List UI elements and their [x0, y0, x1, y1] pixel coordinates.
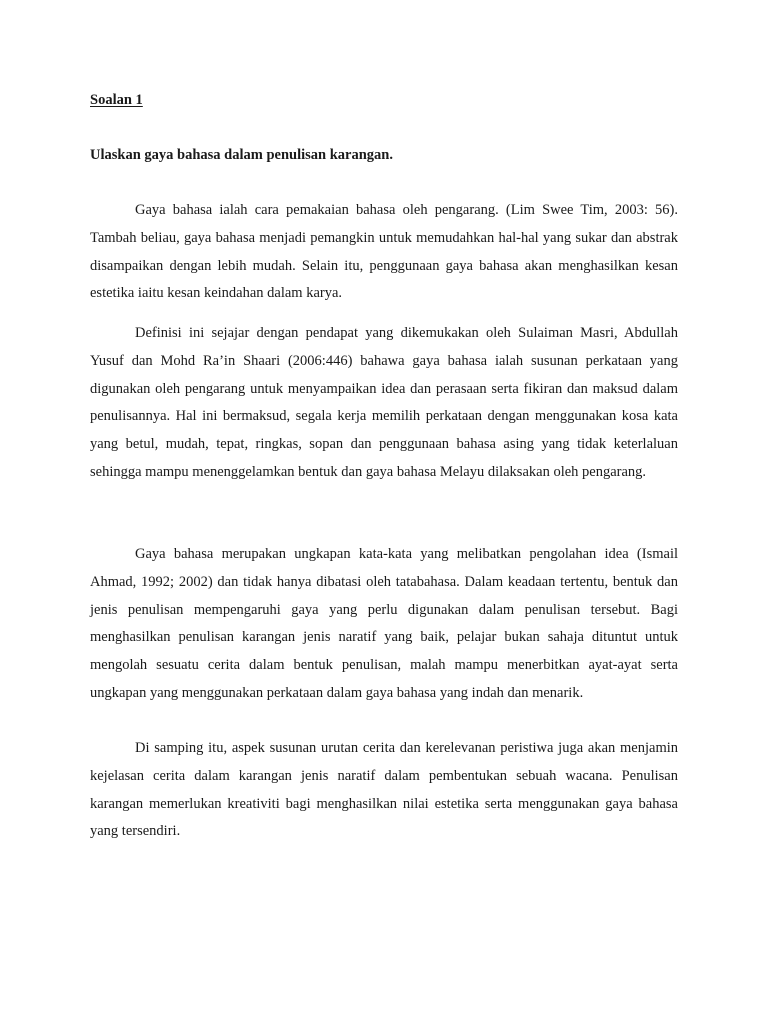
paragraph-4: Di samping itu, aspek susunan urutan cerita dan kerelevanan peristiwa juga akan menjamin kejelasan cerita dalam karangan jenis naratif dalam pembentukan sebuah wacana. Penulisan karangan memerlukan kreativiti bagi menghasilkan nilai estetika serta menggunakan gaya bahasa yang tersendiri.	[90, 740, 678, 840]
section-heading: Soalan 1	[90, 92, 143, 108]
paragraph-2: Definisi ini sejajar dengan pendapat yang dikemukakan oleh Sulaiman Masri, Abdullah Yusuf dan Mohd Ra’in Shaari (2006:446) bahawa gaya bahasa ialah susunan perkataan yang digunakan oleh pengarang untuk menyampaikan idea dan perasaan serta fikiran dan maksud dalam penulisannya. Hal ini bermaksud, segala kerja memilih perkataan dengan menggunakan kosa kata yang betul, mudah, tepat, ringkas, sopan dan penggunaan bahasa asing yang tidak keterlaluan sehingga mampu menenggelamkan bentuk dan gaya bahasa Melayu dilaksakan oleh pengarang.	[90, 325, 678, 480]
paragraph-1: Gaya bahasa ialah cara pemakaian bahasa oleh pengarang. (Lim Swee Tim, 2003: 56). Tambah beliau, gaya bahasa menjadi pemangkin untuk memudahkan hal-hal yang sukar dan abstrak disampaikan dengan lebih mudah. Selain itu, penggunaan gaya bahasa akan menghasilkan kesan estetika iaitu kesan keindahan dalam karya.	[90, 202, 678, 302]
question-title: Ulaskan gaya bahasa dalam penulisan karangan.	[90, 147, 393, 163]
paragraph-3: Gaya bahasa merupakan ungkapan kata-kata yang melibatkan pengolahan idea (Ismail Ahmad, 1992; 2002) dan tidak hanya dibatasi oleh tatabahasa. Dalam keadaan tertentu, bentuk dan jenis penulisan mempengaruhi gaya yang perlu digunakan dalam penulisan tersebut. Bagi menghasilkan penulisan karangan jenis naratif yang baik, pelajar bukan sahaja dituntut untuk mengolah sesuatu cerita dalam bentuk penulisan, malah mampu menerbitkan ayat-ayat serta ungkapan yang menggunakan perkataan dalam gaya bahasa yang indah dan menarik.	[90, 546, 678, 701]
